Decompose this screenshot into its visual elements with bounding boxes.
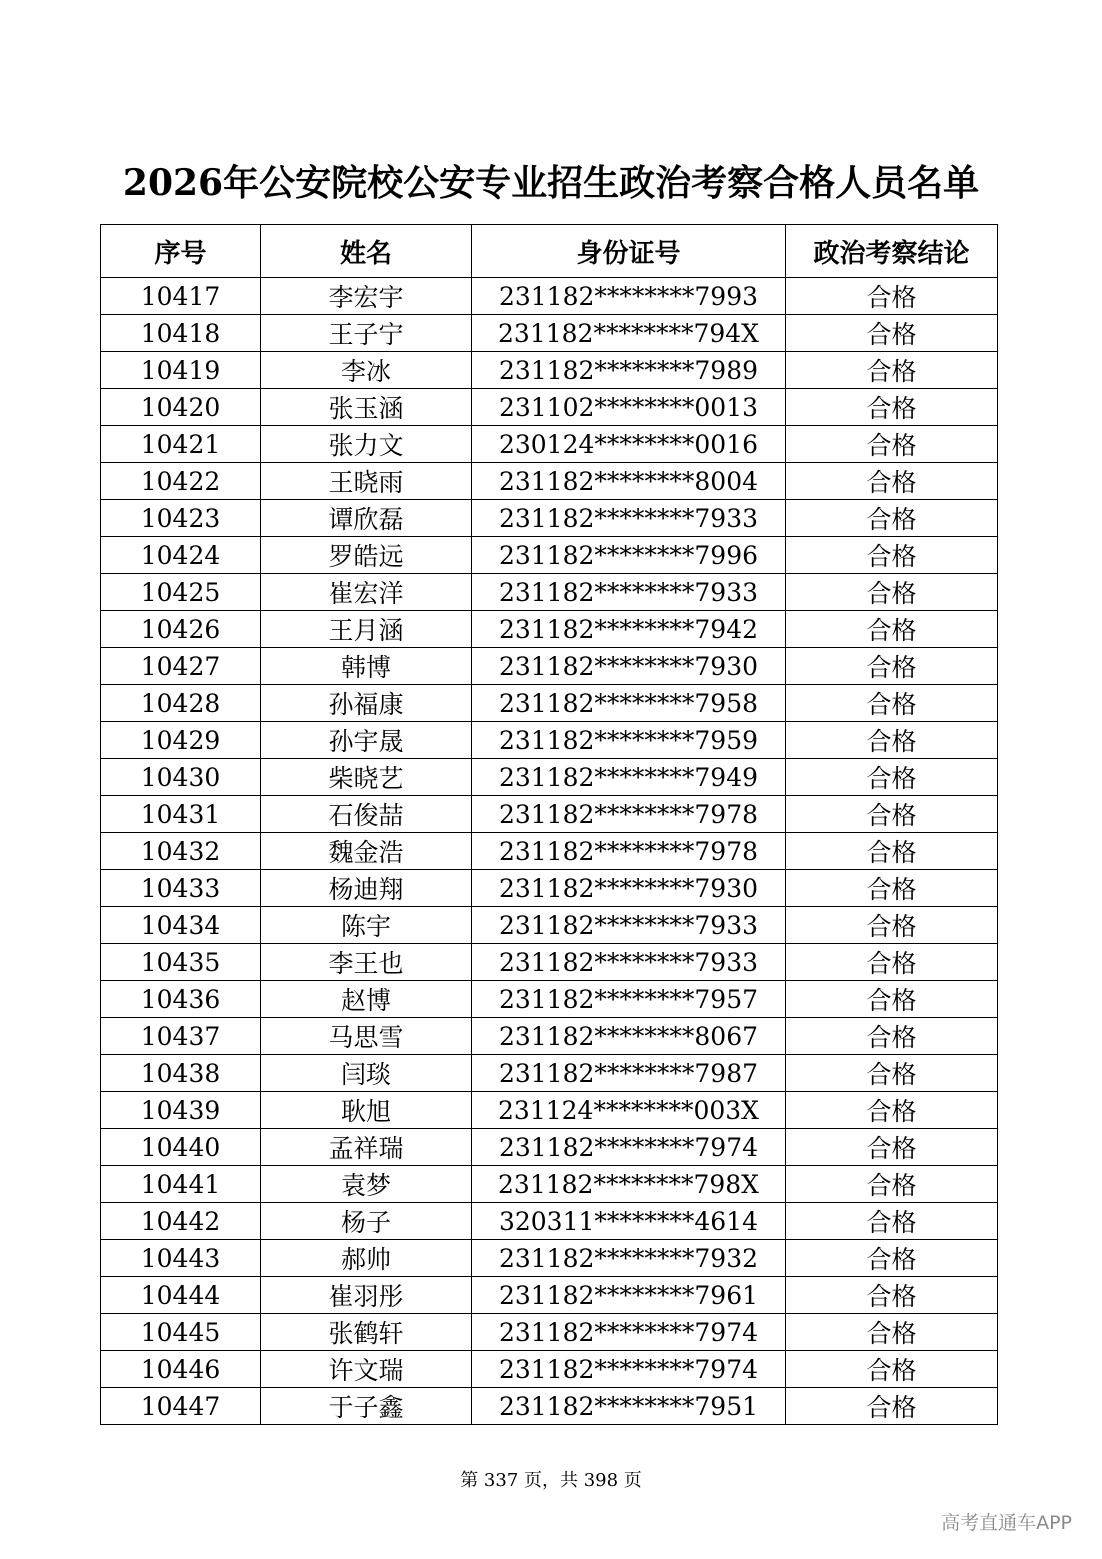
cell-seq: 10430	[101, 759, 261, 796]
cell-id-number: 320311********4614	[472, 1203, 786, 1240]
cell-id-number: 230124********0016	[472, 426, 786, 463]
cell-name: 韩博	[261, 648, 472, 685]
cell-id-number: 231182********7978	[472, 833, 786, 870]
cell-seq: 10434	[101, 907, 261, 944]
cell-seq: 10442	[101, 1203, 261, 1240]
cell-conclusion: 合格	[786, 1055, 998, 1092]
cell-conclusion: 合格	[786, 722, 998, 759]
cell-seq: 10418	[101, 315, 261, 352]
table-row	[101, 1388, 998, 1425]
table-row	[101, 648, 998, 685]
table-row	[101, 833, 998, 870]
cell-conclusion: 合格	[786, 1166, 998, 1203]
cell-name: 崔羽彤	[261, 1277, 472, 1314]
document-title: 2026年公安院校公安专业招生政治考察合格人员名单	[122, 162, 980, 204]
table-row	[101, 352, 998, 389]
cell-seq: 10447	[101, 1388, 261, 1425]
cell-name: 张力文	[261, 426, 472, 463]
cell-id-number: 231182********7957	[472, 981, 786, 1018]
cell-name: 谭欣磊	[261, 500, 472, 537]
cell-name: 许文瑞	[261, 1351, 472, 1388]
cell-conclusion: 合格	[786, 685, 998, 722]
table-row	[101, 315, 998, 352]
cell-name: 孙福康	[261, 685, 472, 722]
table-row	[101, 759, 998, 796]
table-row	[101, 426, 998, 463]
cell-conclusion: 合格	[786, 463, 998, 500]
cell-seq: 10445	[101, 1314, 261, 1351]
cell-seq: 10446	[101, 1351, 261, 1388]
cell-seq: 10425	[101, 574, 261, 611]
cell-id-number: 231182********7974	[472, 1129, 786, 1166]
column-header-seq: 序号	[101, 225, 261, 278]
cell-conclusion: 合格	[786, 1018, 998, 1055]
cell-id-number: 231182********8004	[472, 463, 786, 500]
cell-id-number: 231182********7961	[472, 1277, 786, 1314]
cell-seq: 10444	[101, 1277, 261, 1314]
cell-name: 马思雪	[261, 1018, 472, 1055]
cell-seq: 10420	[101, 389, 261, 426]
cell-conclusion: 合格	[786, 1314, 998, 1351]
table-header-row	[101, 225, 998, 278]
cell-conclusion: 合格	[786, 500, 998, 537]
table-row	[101, 1203, 998, 1240]
cell-seq: 10428	[101, 685, 261, 722]
cell-name: 耿旭	[261, 1092, 472, 1129]
cell-conclusion: 合格	[786, 833, 998, 870]
table-row	[101, 500, 998, 537]
cell-conclusion: 合格	[786, 759, 998, 796]
cell-id-number: 231182********7933	[472, 574, 786, 611]
cell-conclusion: 合格	[786, 1129, 998, 1166]
table-row	[101, 1055, 998, 1092]
cell-conclusion: 合格	[786, 1240, 998, 1277]
cell-name: 于子鑫	[261, 1388, 472, 1425]
cell-id-number: 231182********7933	[472, 944, 786, 981]
cell-conclusion: 合格	[786, 981, 998, 1018]
cell-id-number: 231182********7958	[472, 685, 786, 722]
cell-name: 李冰	[261, 352, 472, 389]
column-header-id-number: 身份证号	[472, 225, 786, 278]
cell-id-number: 231182********7932	[472, 1240, 786, 1277]
cell-seq: 10436	[101, 981, 261, 1018]
cell-name: 杨子	[261, 1203, 472, 1240]
cell-seq: 10441	[101, 1166, 261, 1203]
cell-name: 崔宏洋	[261, 574, 472, 611]
cell-name: 柴晓艺	[261, 759, 472, 796]
cell-name: 赵博	[261, 981, 472, 1018]
cell-id-number: 231182********7978	[472, 796, 786, 833]
cell-conclusion: 合格	[786, 944, 998, 981]
cell-conclusion: 合格	[786, 1203, 998, 1240]
table-row	[101, 870, 998, 907]
table-row	[101, 944, 998, 981]
cell-id-number: 231182********7951	[472, 1388, 786, 1425]
table-row	[101, 1166, 998, 1203]
watermark: 高考直通车APP	[941, 1512, 1072, 1534]
cell-name: 王子宁	[261, 315, 472, 352]
cell-seq: 10440	[101, 1129, 261, 1166]
cell-seq: 10429	[101, 722, 261, 759]
cell-name: 张玉涵	[261, 389, 472, 426]
cell-conclusion: 合格	[786, 426, 998, 463]
cell-name: 张鹤轩	[261, 1314, 472, 1351]
cell-conclusion: 合格	[786, 389, 998, 426]
table-row	[101, 389, 998, 426]
cell-name: 孟祥瑞	[261, 1129, 472, 1166]
cell-id-number: 231182********794X	[472, 315, 786, 352]
cell-name: 陈宇	[261, 907, 472, 944]
cell-conclusion: 合格	[786, 315, 998, 352]
cell-id-number: 231182********8067	[472, 1018, 786, 1055]
cell-conclusion: 合格	[786, 1351, 998, 1388]
column-header-conclusion: 政治考察结论	[786, 225, 998, 278]
cell-id-number: 231182********7930	[472, 648, 786, 685]
table-row	[101, 722, 998, 759]
column-header-name: 姓名	[261, 225, 472, 278]
cell-seq: 10423	[101, 500, 261, 537]
cell-id-number: 231124********003X	[472, 1092, 786, 1129]
cell-seq: 10435	[101, 944, 261, 981]
cell-id-number: 231182********7933	[472, 500, 786, 537]
cell-name: 杨迪翔	[261, 870, 472, 907]
cell-seq: 10422	[101, 463, 261, 500]
table-row	[101, 1351, 998, 1388]
page-number: 第 337 页，共 398 页	[460, 1470, 642, 1491]
table-row	[101, 574, 998, 611]
cell-id-number: 231182********798X	[472, 1166, 786, 1203]
table-row	[101, 907, 998, 944]
table-body	[101, 278, 998, 1425]
table-row	[101, 685, 998, 722]
table-row	[101, 1314, 998, 1351]
cell-name: 罗皓远	[261, 537, 472, 574]
cell-id-number: 231182********7949	[472, 759, 786, 796]
roster-table	[100, 224, 998, 1425]
cell-conclusion: 合格	[786, 796, 998, 833]
cell-name: 魏金浩	[261, 833, 472, 870]
cell-id-number: 231182********7996	[472, 537, 786, 574]
cell-id-number: 231182********7989	[472, 352, 786, 389]
cell-conclusion: 合格	[786, 870, 998, 907]
cell-name: 闫琰	[261, 1055, 472, 1092]
cell-seq: 10437	[101, 1018, 261, 1055]
cell-id-number: 231182********7933	[472, 907, 786, 944]
table-row	[101, 611, 998, 648]
cell-seq: 10443	[101, 1240, 261, 1277]
cell-name: 石俊喆	[261, 796, 472, 833]
cell-seq: 10432	[101, 833, 261, 870]
cell-id-number: 231182********7974	[472, 1351, 786, 1388]
cell-seq: 10427	[101, 648, 261, 685]
cell-conclusion: 合格	[786, 537, 998, 574]
cell-name: 李王也	[261, 944, 472, 981]
cell-id-number: 231102********0013	[472, 389, 786, 426]
cell-seq: 10433	[101, 870, 261, 907]
cell-seq: 10421	[101, 426, 261, 463]
cell-name: 孙宇晟	[261, 722, 472, 759]
table-row	[101, 1092, 998, 1129]
cell-conclusion: 合格	[786, 1388, 998, 1425]
cell-id-number: 231182********7993	[472, 278, 786, 315]
cell-conclusion: 合格	[786, 1092, 998, 1129]
cell-seq: 10417	[101, 278, 261, 315]
table-row	[101, 1277, 998, 1314]
table-row	[101, 981, 998, 1018]
cell-seq: 10439	[101, 1092, 261, 1129]
cell-conclusion: 合格	[786, 1277, 998, 1314]
cell-seq: 10424	[101, 537, 261, 574]
cell-conclusion: 合格	[786, 648, 998, 685]
cell-id-number: 231182********7987	[472, 1055, 786, 1092]
cell-id-number: 231182********7930	[472, 870, 786, 907]
cell-conclusion: 合格	[786, 352, 998, 389]
cell-seq: 10438	[101, 1055, 261, 1092]
cell-name: 郝帅	[261, 1240, 472, 1277]
cell-conclusion: 合格	[786, 907, 998, 944]
cell-id-number: 231182********7959	[472, 722, 786, 759]
table-row	[101, 463, 998, 500]
cell-seq: 10426	[101, 611, 261, 648]
cell-name: 李宏宇	[261, 278, 472, 315]
cell-seq: 10419	[101, 352, 261, 389]
cell-name: 王月涵	[261, 611, 472, 648]
cell-id-number: 231182********7942	[472, 611, 786, 648]
table-row	[101, 278, 998, 315]
table-row	[101, 1240, 998, 1277]
cell-conclusion: 合格	[786, 574, 998, 611]
cell-name: 王晓雨	[261, 463, 472, 500]
table-row	[101, 796, 998, 833]
cell-seq: 10431	[101, 796, 261, 833]
table-row	[101, 1129, 998, 1166]
cell-conclusion: 合格	[786, 278, 998, 315]
table-row	[101, 537, 998, 574]
cell-id-number: 231182********7974	[472, 1314, 786, 1351]
table-row	[101, 1018, 998, 1055]
cell-conclusion: 合格	[786, 611, 998, 648]
cell-name: 袁梦	[261, 1166, 472, 1203]
